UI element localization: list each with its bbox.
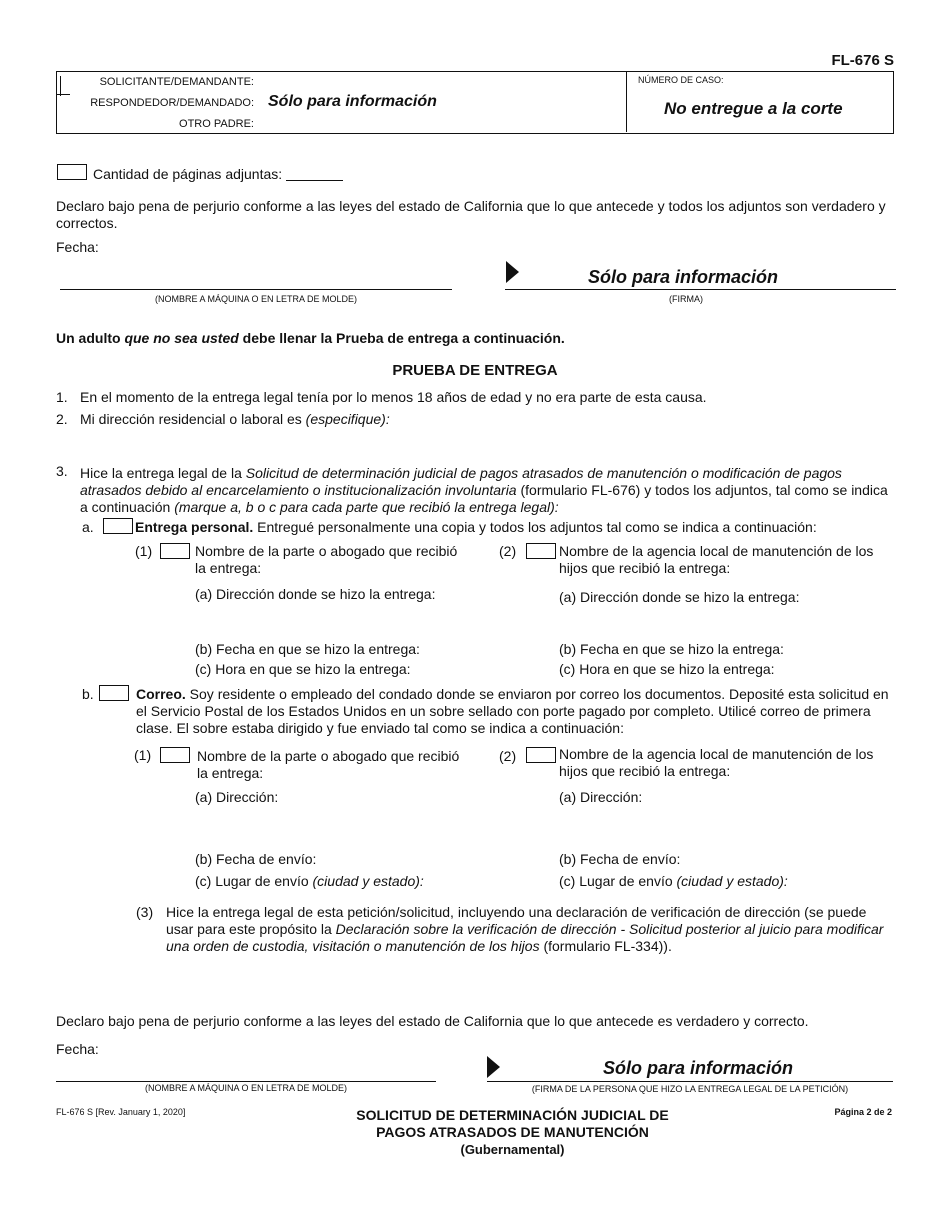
form-number: FL-676 S — [831, 52, 894, 69]
item1-number: 1. — [56, 389, 68, 405]
item3-text: Hice la entrega legal de la Solicitud de determinación judicial de pagos atrasados de manutención o modificación de pagos atrasados debido al encarcelamiento o institucionalización involuntaria (formulario FL-676) y todos los adjuntos, tal como se indica a continuación (marque a, b o c para cada parte que recibió la entrega legal): — [80, 465, 888, 515]
item3b-sub1-checkbox[interactable] — [160, 747, 190, 763]
item3a-sub1-time: (c) Hora en que se hizo la entrega: — [195, 661, 411, 677]
item1-text: En el momento de la entrega legal tenía por lo menos 18 años de edad y no era parte de esta causa. — [80, 389, 707, 405]
petitioner-label: SOLICITANTE/DEMANDANTE: — [99, 76, 254, 88]
item3a-sub2-address: (a) Dirección donde se hizo la entrega: — [559, 589, 800, 605]
footer-page-number: Página 2 de 2 — [834, 1107, 892, 1117]
mail-service-checkbox[interactable] — [99, 685, 129, 701]
case-number-value: No entregue a la corte — [664, 99, 843, 118]
signature-arrow-icon — [506, 261, 519, 283]
signature-value-2: Sólo para información — [603, 1058, 794, 1078]
item3b-sub1-date: (b) Fecha de envío: — [195, 851, 317, 867]
name-field-1[interactable] — [60, 289, 452, 290]
item3b-sub2-text: Nombre de la agencia local de manutención de los hijos que recibió la entrega: — [559, 746, 874, 779]
personal-service-checkbox[interactable] — [103, 518, 133, 534]
item3b-sub1-address: (a) Dirección: — [195, 789, 279, 805]
item3a-sub2-text: Nombre de la agencia local de manutención de los hijos que recibió la entrega: — [559, 543, 874, 576]
item3a-sub2-number: (2) — [499, 543, 517, 559]
signature-caption-1: (FIRMA) — [669, 294, 703, 304]
signature-caption-2: (FIRMA DE LA PERSONA QUE HIZO LA ENTREGA LEGAL DE LA PETICIÓN) — [531, 1084, 849, 1094]
signature-value-1: Sólo para información — [588, 267, 779, 287]
item3b-sub2-date: (b) Fecha de envío: — [559, 851, 681, 867]
item2-number: 2. — [56, 411, 68, 427]
footer-form-rev: FL-676 S [Rev. January 1, 2020] — [56, 1107, 186, 1117]
item3b-sub2-place: (c) Lugar de envío (ciudad y estado): — [559, 873, 788, 889]
respondent-value: Sólo para información — [268, 93, 437, 110]
item3a-sub1-checkbox[interactable] — [160, 543, 190, 559]
mail-service-text: Correo. Soy residente o empleado del condado donde se enviaron por correo los documentos. Deposité esta solicitud en el Servicio Postal de los Estados Unidos en un sobre sellado con porte pagado por completo. Utilicé correo de primera clase. El sobre estaba dirigido y fue enviado tal como se indica a continuación: — [136, 686, 889, 736]
adult-notice: Un adulto que no sea usted debe llenar la Prueba de entrega a continuación. — [56, 330, 565, 346]
item3a-sub1-address: (a) Dirección donde se hizo la entrega: — [195, 586, 436, 602]
item3b-sub1-number: (1) — [134, 747, 152, 763]
signature-arrow-2-icon — [487, 1056, 500, 1078]
date-label-2: Fecha: — [56, 1041, 99, 1057]
item3-number: 3. — [56, 463, 68, 479]
item3b-sub2-checkbox[interactable] — [526, 747, 556, 763]
item3a-sub2-time: (c) Hora en que se hizo la entrega: — [559, 661, 775, 677]
declaration-2: Declaro bajo pena de perjurio conforme a las leyes del estado de California que lo que antecede es verdadero y correcto. — [56, 1013, 809, 1029]
item3-3-number: (3) — [136, 904, 154, 920]
case-number-label: NÚMERO DE CASO: — [638, 75, 724, 85]
name-caption-2: (NOMBRE A MÁQUINA O EN LETRA DE MOLDE) — [144, 1083, 348, 1093]
proof-heading: PRUEBA DE ENTREGA — [392, 362, 558, 379]
other-parent-label: OTRO PADRE: — [179, 118, 254, 130]
item3b-sub2-address: (a) Dirección: — [559, 789, 643, 805]
item3a-sub1-number: (1) — [135, 543, 153, 559]
date-label-1: Fecha: — [56, 239, 99, 255]
item3b-sub2-number: (2) — [499, 748, 517, 764]
attachments-count-field[interactable] — [286, 180, 343, 181]
attachments-label: Cantidad de páginas adjuntas: — [93, 166, 283, 182]
item3b-sub1-place: (c) Lugar de envío (ciudad y estado): — [195, 873, 424, 889]
item2-text: Mi dirección residencial o laboral es (especifique): — [80, 411, 390, 427]
item3a-sub2-date: (b) Fecha en que se hizo la entrega: — [559, 641, 784, 657]
signature-field-1[interactable] — [505, 289, 896, 290]
item3a-sub1-text: Nombre de la parte o abogado que recibió la entrega: — [195, 543, 458, 576]
item3a-sub2-checkbox[interactable] — [526, 543, 556, 559]
item3b-sub1-text: Nombre de la parte o abogado que recibió la entrega: — [197, 748, 460, 781]
respondent-label: RESPONDEDOR/DEMANDADO: — [90, 97, 254, 109]
item3a-letter: a. — [82, 519, 94, 535]
name-caption-1: (NOMBRE A MÁQUINA O EN LETRA DE MOLDE) — [154, 294, 358, 304]
item3b-letter: b. — [82, 686, 94, 702]
footer-title: SOLICITUD DE DETERMINACIÓN JUDICIAL DE PAGOS ATRASADOS DE MANUTENCIÓN (Gubernamental) — [356, 1107, 669, 1157]
item3-3-text: Hice la entrega legal de esta petición/solicitud, incluyendo una declaración de verificación de dirección (se puede usar para este propósito la Declaración sobre la verificación de dirección - Solicitud posterior al juicio para modificar una orden de custodia, visitación o manutención de los hijos (formulario FL-334)). — [166, 904, 884, 954]
item3a-sub1-date: (b) Fecha en que se hizo la entrega: — [195, 641, 420, 657]
signature-field-2[interactable] — [487, 1081, 893, 1082]
name-field-2[interactable] — [56, 1081, 436, 1082]
declaration-1: Declaro bajo pena de perjurio conforme a las leyes del estado de California que lo que antecede y todos los adjuntos son verdadero y correctos. — [56, 198, 886, 231]
personal-service-text: Entrega personal. Entregué personalmente una copia y todos los adjuntos tal como se indica a continuación: — [135, 519, 817, 535]
attachments-checkbox[interactable] — [57, 164, 87, 180]
